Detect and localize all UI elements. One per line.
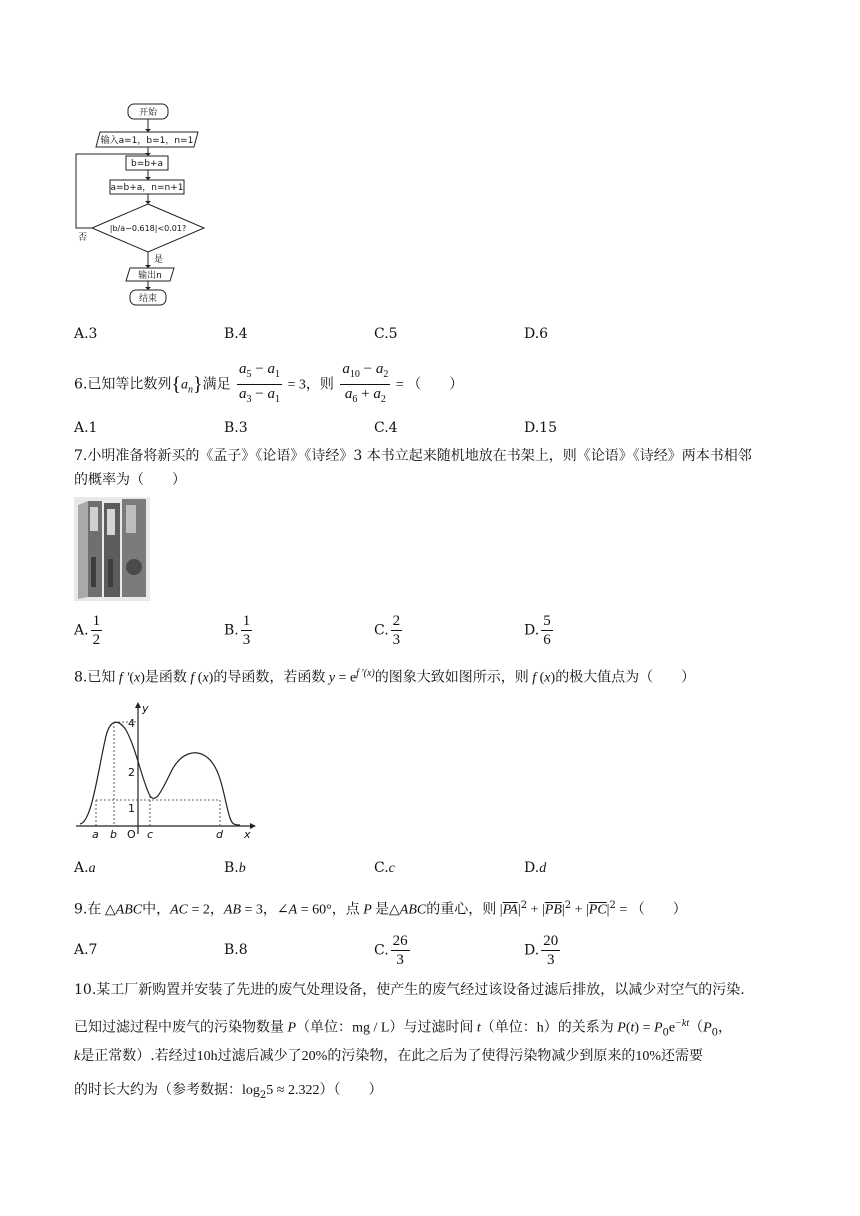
flowchart bbox=[70, 100, 220, 310]
graph-tick-c: c bbox=[147, 828, 154, 841]
books-image bbox=[74, 497, 150, 601]
q8-option-a: A.a bbox=[74, 860, 96, 876]
q10-line2: 已知过滤过程中废气的污染物数量 P（单位：mg / L）与过滤时间 t（单位：h）的关系为 $P(t) = P_0e^{-kt}(P_0$， bbox=[74, 1018, 733, 1039]
q5-option-b: B.4 bbox=[224, 326, 248, 342]
graph-tick-1: 1 bbox=[128, 802, 135, 815]
q6-option-b: B.3 bbox=[224, 420, 248, 436]
q6-option-a: A.1 bbox=[74, 420, 98, 436]
q8-graph bbox=[72, 700, 256, 842]
flow-end: 结束 bbox=[138, 294, 158, 304]
graph-tick-o: O bbox=[127, 828, 136, 841]
q6-ratio-asked: $\frac{a_{10} - a_2}{a_6 + a_2}$ bbox=[342, 361, 389, 405]
curve bbox=[80, 722, 240, 825]
q7-option-c: C. $\frac{2}{3}$ bbox=[374, 613, 401, 648]
q8-option-c: C.c bbox=[374, 860, 395, 876]
q10-line4: 的时长大约为（参考数据：$\log_25 \approx 2.322$）（ ） bbox=[74, 1082, 383, 1101]
q6-mid: 满足 bbox=[202, 376, 231, 393]
q9-option-d: D. $\frac{20}{3}$ bbox=[524, 933, 559, 968]
q6-stem: 6.已知等比数列$\{a_n\}$满足 $\frac{a_5 - a_1}{a_3 - a_1}$ = 3，则 $\frac{a_{10} - a_2}{a_6 + a_2}$ = （ ） bbox=[74, 360, 463, 412]
flow-step1: b=b+a bbox=[130, 159, 164, 169]
q9-stem: 9.在 △ABC中，AC = 2，AB = 3，∠A = 60°，点 P 是△ABC的重心，则 $|\overline{PA}|^2 + |\overline{PB}|^2 + |\overline{PC}|^2$ = （ ） bbox=[74, 900, 687, 918]
q6-option-d: D.15 bbox=[524, 420, 557, 436]
flow-yes: 是 bbox=[154, 255, 164, 265]
graph-tick-b: b bbox=[110, 828, 117, 841]
graph-tick-2: 2 bbox=[128, 766, 135, 779]
graph-tick-a: a bbox=[92, 828, 99, 841]
flow-cond: |b/a−0.618|<0.01? bbox=[109, 224, 187, 233]
q8-stem: 8.已知 f ′(x)是函数 f (x)的导函数，若函数 $y = e^{f '(x)}$的图象大致如图所示，则 f (x)的极大值点为（ ） bbox=[74, 668, 696, 686]
flow-input: 输入a=1，b=1，n=1 bbox=[100, 136, 194, 146]
flow-no: 否 bbox=[78, 233, 88, 243]
q9-option-a: A.7 bbox=[74, 942, 98, 958]
graph-y-label: y bbox=[142, 702, 149, 715]
q7-line1: 7.小明准备将新买的《孟子》《论语》《诗经》3 本书立起来随机地放在书架上，则《论语》《诗经》两本书相邻 bbox=[74, 448, 752, 464]
q10-line1: 10.某工厂新购置并安装了先进的废气处理设备，使产生的废气经过该设备过滤后排放，以减少对空气的污染. bbox=[74, 982, 745, 998]
q5-option-d: D.6 bbox=[524, 326, 549, 342]
q6-ratio-given: $\frac{a_5 - a_1}{a_3 - a_1}$ bbox=[239, 361, 280, 405]
q7-line2: 的概率为（ ） bbox=[74, 472, 186, 488]
flow-start: 开始 bbox=[138, 108, 158, 118]
q5-option-a: A.3 bbox=[74, 326, 98, 342]
graph-x-label: x bbox=[244, 828, 251, 841]
q6-then: ，则 bbox=[305, 376, 334, 393]
q9-option-b: B.8 bbox=[224, 942, 248, 958]
q5-option-c: C.5 bbox=[374, 326, 398, 342]
flow-output: 输出n bbox=[138, 271, 162, 281]
flow-step2: a=b+a，n=n+1 bbox=[110, 183, 184, 193]
graph-tick-4: 4 bbox=[128, 717, 135, 730]
q9-option-c: C. $\frac{26}{3}$ bbox=[374, 933, 408, 968]
q6-option-c: C.4 bbox=[374, 420, 398, 436]
q8-option-b: B.b bbox=[224, 860, 246, 876]
q6-blank: （ ） bbox=[407, 376, 464, 393]
graph-tick-d: d bbox=[216, 828, 223, 841]
q7-option-d: D. $\frac{5}{6}$ bbox=[524, 613, 551, 648]
q6-prefix: 6.已知等比数列 bbox=[74, 376, 172, 393]
q8-option-d: D.d bbox=[524, 860, 547, 876]
q7-option-a: A. $\frac{1}{2}$ bbox=[74, 613, 101, 648]
q7-option-b: B. $\frac{1}{3}$ bbox=[224, 613, 251, 648]
q10-line3: k是正常数）.若经过10h过滤后减少了20%的污染物，在此之后为了使得污染物减少到原来的10%还需要 bbox=[74, 1048, 704, 1064]
